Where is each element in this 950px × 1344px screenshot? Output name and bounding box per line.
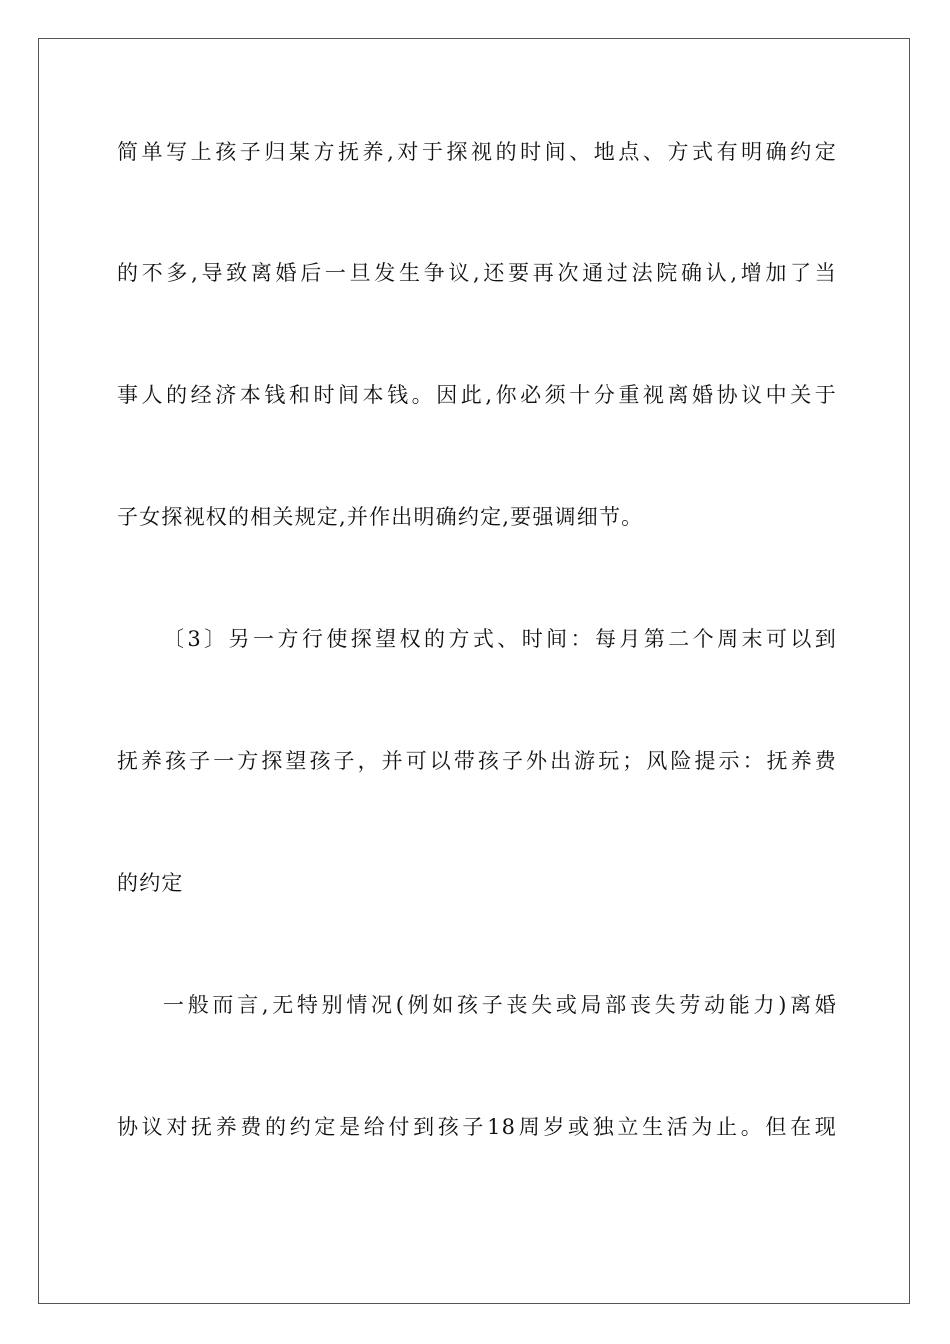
paragraph-line: 协议对抚养费的约定是给付到孩子18周岁或独立生活为止。但在现 [117, 1115, 837, 1139]
paragraph-line: 〔3〕另一方行使探望权的方式、时间：每月第二个周末可以到 [163, 627, 837, 651]
paragraph-line: 的不多,导致离婚后一旦发生争议,还要再次通过法院确认,增加了当 [117, 261, 837, 285]
paragraph-line: 抚养孩子一方探望孩子，并可以带孩子外出游玩；风险提示：抚养费 [117, 749, 837, 773]
paragraph-line: 一般而言,无特别情况(例如孩子丧失或局部丧失劳动能力)离婚 [163, 993, 837, 1017]
paragraph-line: 子女探视权的相关规定,并作出明确约定,要强调细节。 [117, 505, 644, 529]
paragraph-line: 事人的经济本钱和时间本钱。因此,你必须十分重视离婚协议中关于 [117, 383, 837, 407]
paragraph-line: 简单写上孩子归某方抚养,对于探视的时间、地点、方式有明确约定 [117, 140, 837, 164]
paragraph-line: 的约定 [117, 871, 184, 895]
